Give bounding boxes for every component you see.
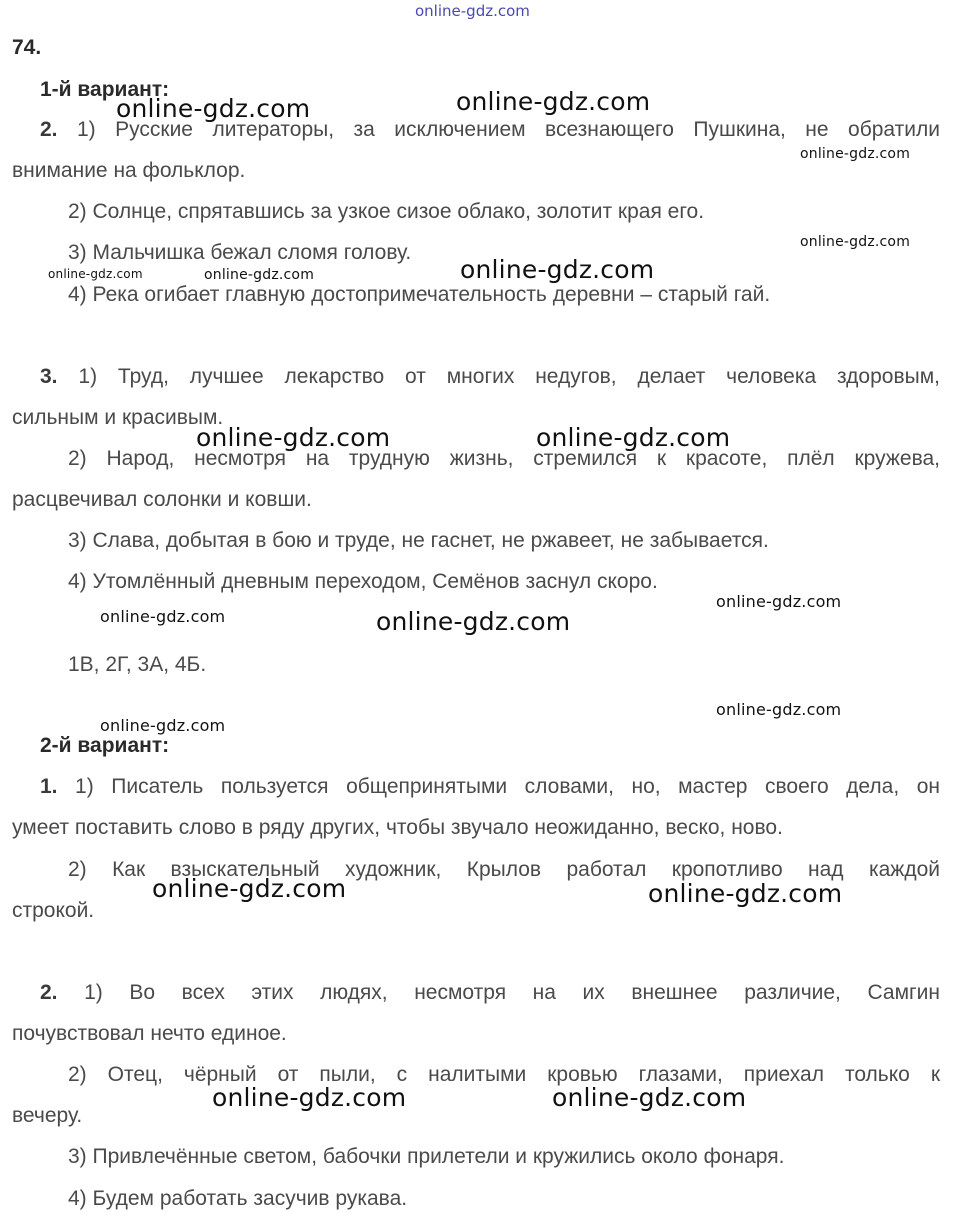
watermark: online-gdz.com [152, 874, 347, 903]
watermark: online-gdz.com [116, 94, 311, 123]
watermark: online-gdz.com [196, 423, 391, 452]
v2-task2-item4: 4) Будем работать засучив рукава. [68, 1187, 408, 1210]
v1-task2-item3: 3) Мальчишка бежал сломя голову. [68, 241, 412, 264]
v1-task3-item2-cont: расцвечивал солонки и ковши. [12, 488, 312, 511]
watermark: online-gdz.com [800, 234, 911, 250]
v1-task2-item4: 4) Река огибает главную достопримечательность деревни – старый гай. [68, 283, 771, 306]
v2-task2-item2: 2) Отец, чёрный от пыли, с налитыми кровью глазами, приехал только к [68, 1063, 940, 1086]
v1-task2-item2: 2) Солнце, спрятавшись за узкое сизое облако, золотит края его. [68, 200, 705, 223]
v1-task3-item4: 4) Утомлённый дневным переходом, Семёнов заснул скоро. [68, 570, 658, 593]
v2-task1-number: 1. [40, 775, 58, 798]
v1-task2-line1: 2. 1) Русские литераторы, за исключением всезнающего Пушкина, не обратили [40, 118, 940, 141]
watermark: online-gdz.com [536, 423, 731, 452]
v1-task3-line1-cont: сильным и красивым. [12, 406, 224, 429]
v2-task2-number: 2. [40, 981, 58, 1004]
v2-task2-item2-cont: вечеру. [12, 1104, 83, 1127]
v2-task2-line1: 2. 1) Во всех этих людях, несмотря на их внешнее различие, Самгин [40, 981, 940, 1004]
v2-task2-item3: 3) Привлечённые светом, бабочки прилетели и кружились около фонаря. [68, 1145, 785, 1168]
watermark: online-gdz.com [460, 255, 655, 284]
v1-task3-answer: 1В, 2Г, 3А, 4Б. [68, 653, 207, 676]
watermark: online-gdz.com [456, 87, 651, 116]
v1-task2-line1-cont: внимание на фольклор. [12, 159, 246, 182]
variant2-title: 2-й вариант: [40, 734, 170, 757]
v1-task3-item2: 2) Народ, несмотря на трудную жизнь, стремился к красоте, плёл кружева, [68, 447, 940, 470]
watermark: online-gdz.com [800, 146, 911, 162]
watermark: online-gdz.com [204, 267, 315, 283]
watermark: online-gdz.com [212, 1083, 407, 1112]
v2-task1-item2: 2) Как взыскательный художник, Крылов работал кропотливо над каждой [68, 858, 940, 881]
v2-task2-line1-cont: почувствовал нечто единое. [12, 1022, 287, 1045]
watermark: online-gdz.com [552, 1083, 747, 1112]
v2-task1-item2-cont: строкой. [12, 899, 95, 922]
top-watermark: online-gdz.com [415, 2, 530, 20]
variant1-title: 1-й вариант: [40, 78, 170, 101]
v1-task3-item3: 3) Слава, добытая в бою и труде, не гаснет, не ржавеет, не забывается. [68, 529, 769, 552]
task-number: 74. [12, 36, 42, 59]
v1-task3-line1: 3. 1) Труд, лучшее лекарство от многих недугов, делает человека здоровым, [40, 365, 940, 388]
watermark: online-gdz.com [716, 592, 842, 611]
v2-task1-line1: 1. 1) Писатель пользуется общепринятыми словами, но, мастер своего дела, он [40, 775, 940, 798]
watermark: online-gdz.com [648, 879, 843, 908]
v1-task3-number: 3. [40, 365, 58, 388]
watermark: online-gdz.com [100, 716, 226, 735]
v1-task2-number: 2. [40, 118, 58, 141]
watermark: online-gdz.com [716, 700, 842, 719]
watermark: online-gdz.com [48, 267, 143, 281]
v2-task1-line1-cont: умеет поставить слово в ряду других, чтобы звучало неожиданно, веско, ново. [12, 816, 783, 839]
watermark: online-gdz.com [100, 607, 226, 626]
watermark: online-gdz.com [376, 607, 571, 636]
